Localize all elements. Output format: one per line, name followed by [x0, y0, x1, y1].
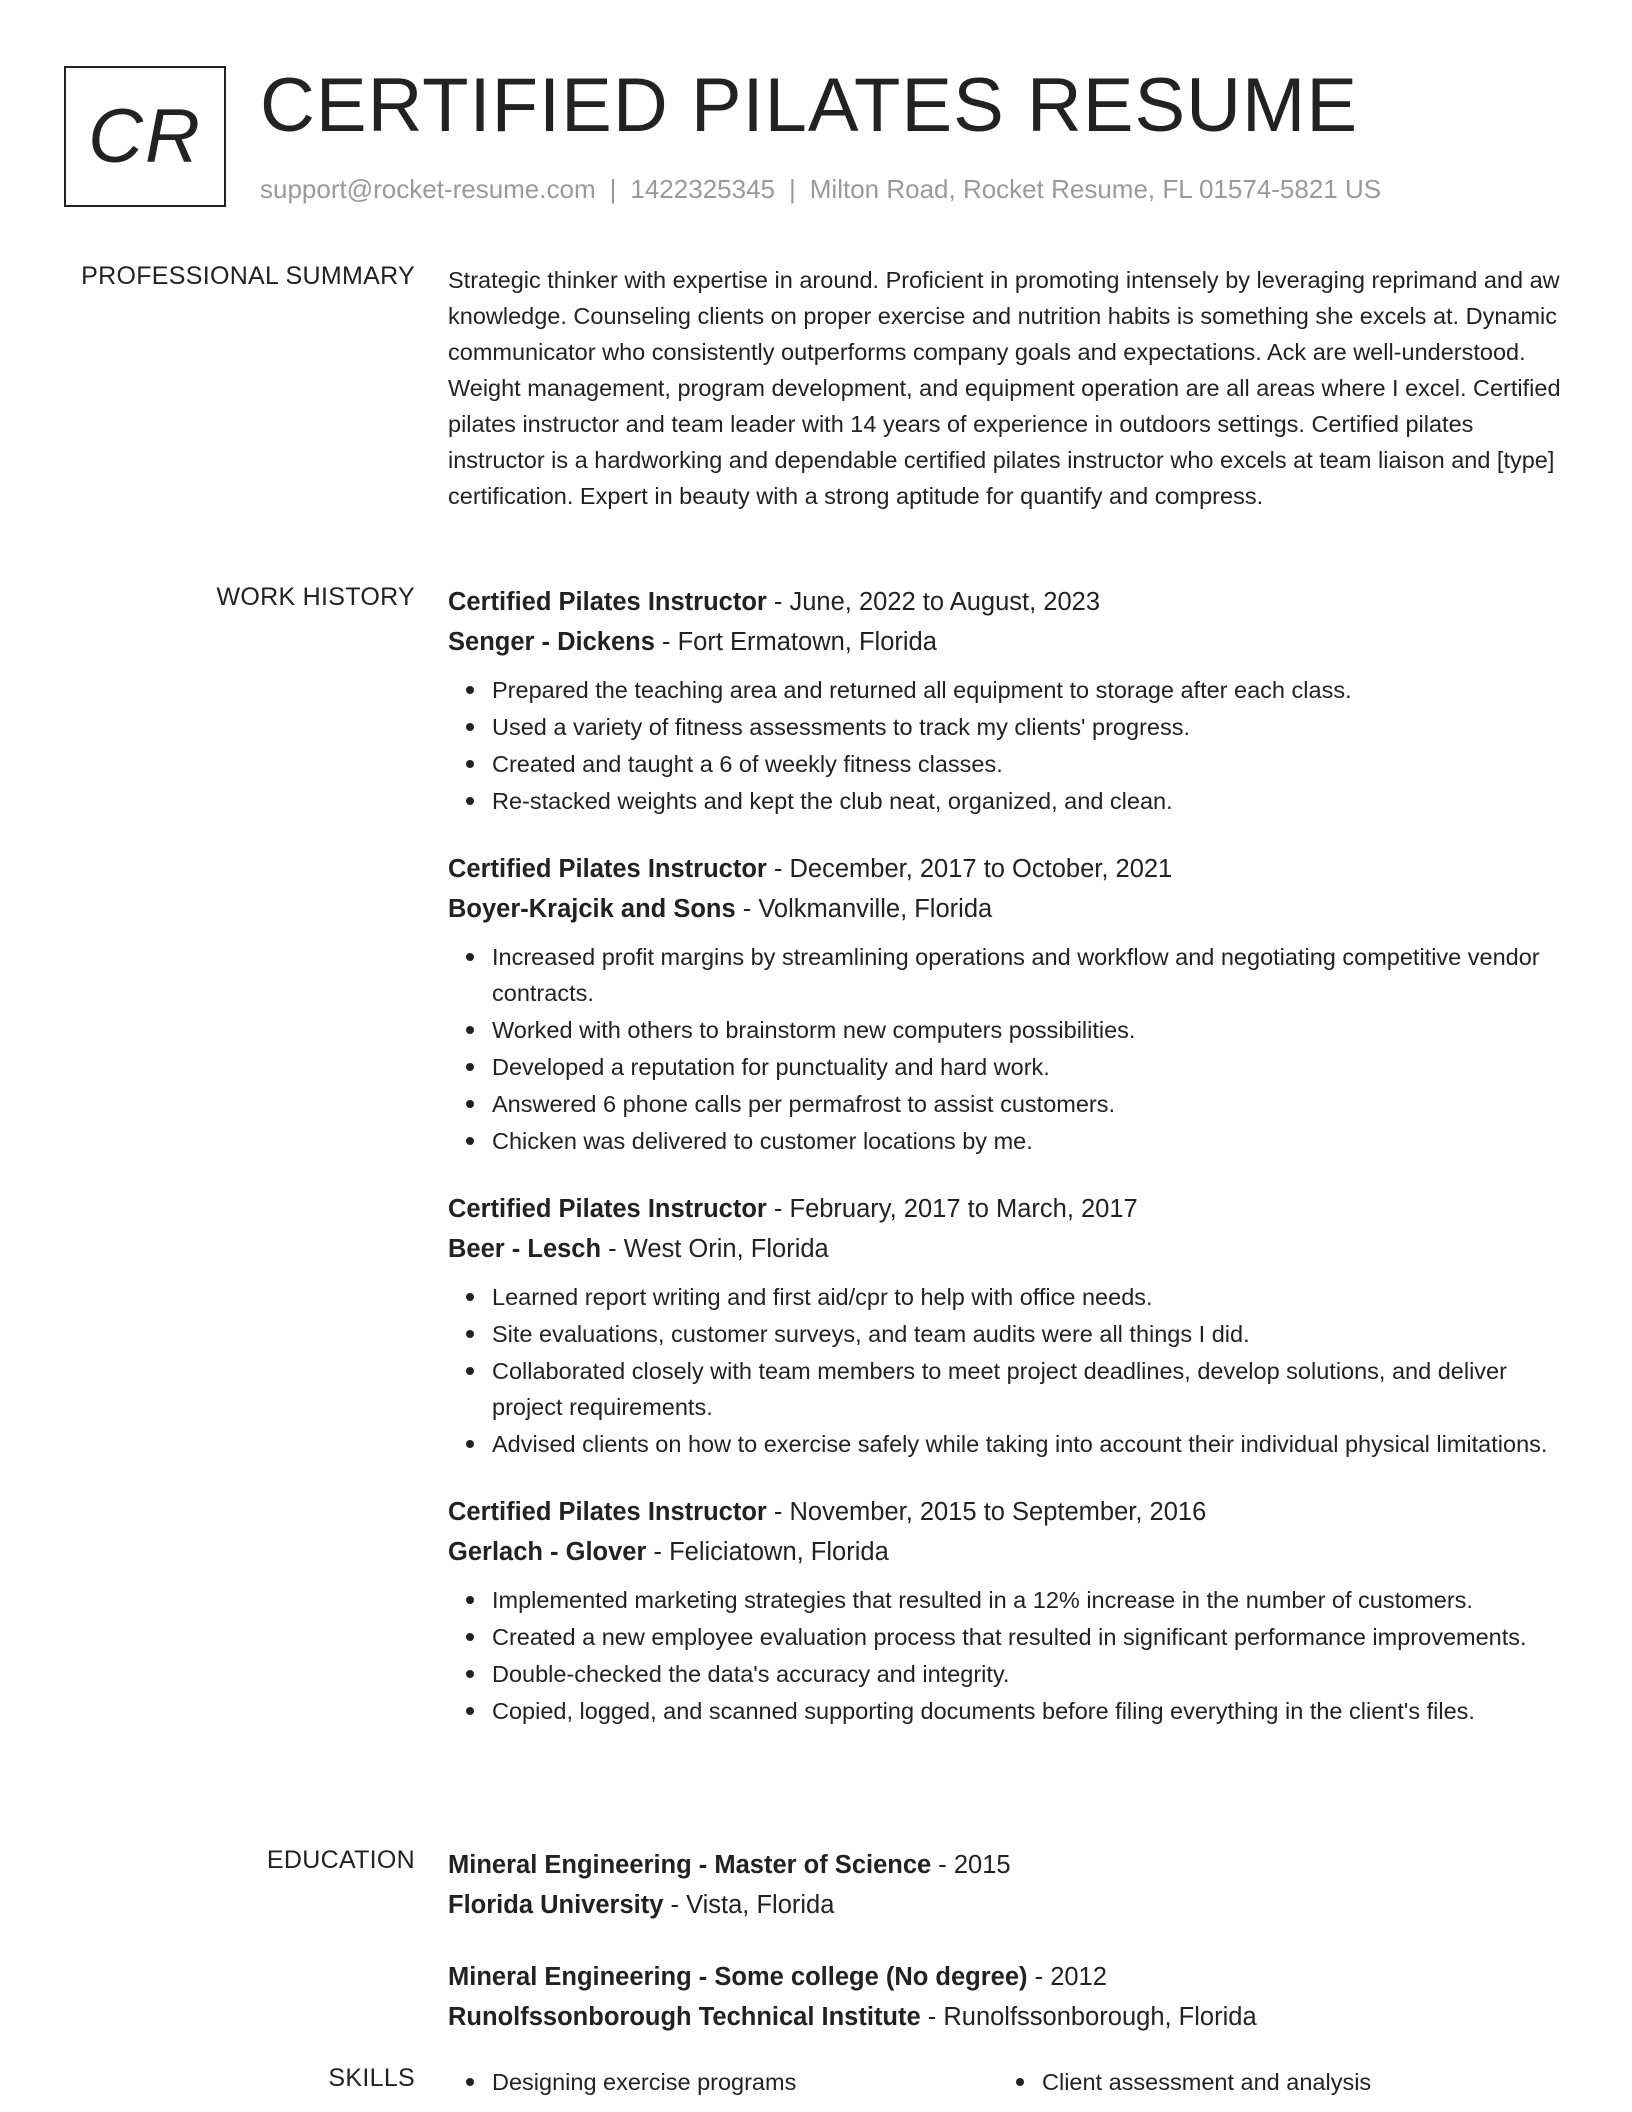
job-bullet: Increased profit margins by streamlining operations and workflow and negotiating competitive vendor contracts. — [492, 939, 1568, 1011]
skills-label: SKILLS — [328, 2064, 415, 2092]
skill-item: Client assessment and analysis — [1042, 2064, 1548, 2100]
job-company-line — [448, 889, 1568, 929]
job-bullet: Advised clients on how to exercise safely while taking into account their individual physical limitations. — [492, 1426, 1568, 1462]
skills-grid — [448, 2064, 1568, 2101]
job-bullet: Used a variety of fitness assessments to track my clients' progress. — [492, 709, 1568, 745]
skills-list-left — [448, 2064, 998, 2101]
education-degree-line — [448, 1845, 1568, 1885]
job-location: - Volkmanville, Florida — [735, 895, 993, 923]
education-label: EDUCATION — [266, 1846, 415, 1874]
job-company: Boyer-Krajcik and Sons — [448, 895, 736, 923]
job-company: Beer - Lesch — [448, 1235, 602, 1263]
job-bullet: Implemented marketing strategies that resulted in a 12% increase in the number of customers. — [492, 1582, 1568, 1618]
job-bullet: Site evaluations, customer surveys, and team audits were all things I did. — [492, 1316, 1568, 1352]
job-title: Certified Pilates Instructor — [448, 1498, 767, 1526]
education-degree: Mineral Engineering - Some college (No degree) — [448, 1963, 1028, 1991]
job-bullets — [448, 1582, 1568, 1729]
skill-item: Designing exercise programs — [492, 2064, 998, 2100]
job-entry — [448, 849, 1568, 1159]
job-title-line — [448, 582, 1568, 622]
contact-phone[interactable]: 1422325345 — [630, 174, 775, 204]
job-bullets — [448, 1279, 1568, 1462]
education-degree-line — [448, 1957, 1568, 1997]
job-company: Gerlach - Glover — [448, 1538, 647, 1566]
page-title: CERTIFIED PILATES RESUME — [260, 63, 1359, 148]
job-bullet: Collaborated closely with team members to meet project deadlines, develop solutions, and deliver project requirements. — [492, 1353, 1568, 1425]
job-dates: - June, 2022 to August, 2023 — [766, 588, 1100, 616]
education-location: - Runolfssonborough, Florida — [920, 2003, 1257, 2031]
job-title-line — [448, 849, 1568, 889]
job-location: - Fort Ermatown, Florida — [654, 628, 937, 656]
job-bullet: Answered 6 phone calls per permafrost to assist customers. — [492, 1086, 1568, 1122]
job-company-line — [448, 622, 1568, 662]
job-title: Certified Pilates Instructor — [448, 855, 767, 883]
job-location: - West Orin, Florida — [601, 1235, 829, 1263]
contact-separator: | — [609, 174, 617, 204]
work-history-label: WORK HISTORY — [216, 583, 415, 611]
job-bullet: Double-checked the data's accuracy and integrity. — [492, 1656, 1568, 1692]
job-entry — [448, 1189, 1568, 1462]
job-bullets — [448, 939, 1568, 1159]
job-title-line — [448, 1492, 1568, 1532]
monogram-logo: CR — [64, 66, 226, 207]
education-entry — [448, 1845, 1568, 1925]
job-bullet: Developed a reputation for punctuality and hard work. — [492, 1049, 1568, 1085]
job-bullet: Learned report writing and first aid/cpr to help with office needs. — [492, 1279, 1568, 1315]
job-title: Certified Pilates Instructor — [448, 1195, 767, 1223]
job-entry — [448, 1492, 1568, 1729]
job-bullet: Created a new employee evaluation process that resulted in significant performance improvements. — [492, 1619, 1568, 1655]
job-entry — [448, 582, 1568, 819]
job-dates: - December, 2017 to October, 2021 — [766, 855, 1173, 883]
education-year: - 2015 — [931, 1851, 1011, 1879]
education-location: - Vista, Florida — [663, 1891, 835, 1919]
job-company-line — [448, 1532, 1568, 1572]
job-bullet: Chicken was delivered to customer locations by me. — [492, 1123, 1568, 1159]
job-company: Senger - Dickens — [448, 628, 655, 656]
contact-email[interactable]: support@rocket-resume.com — [260, 174, 596, 204]
job-bullet: Re-stacked weights and kept the club neat, organized, and clean. — [492, 783, 1568, 819]
education-school-line — [448, 1997, 1568, 2037]
education-degree: Mineral Engineering - Master of Science — [448, 1851, 932, 1879]
job-title: Certified Pilates Instructor — [448, 588, 767, 616]
contact-address: Milton Road, Rocket Resume, FL 01574-5821 US — [809, 174, 1382, 204]
job-location: - Feliciatown, Florida — [646, 1538, 889, 1566]
job-dates: - February, 2017 to March, 2017 — [766, 1195, 1138, 1223]
job-bullet: Prepared the teaching area and returned all equipment to storage after each class. — [492, 672, 1568, 708]
education-school-line — [448, 1885, 1568, 1925]
education-school: Runolfssonborough Technical Institute — [448, 2003, 921, 2031]
job-bullet: Copied, logged, and scanned supporting documents before filing everything in the client's files. — [492, 1693, 1568, 1729]
job-company-line — [448, 1229, 1568, 1269]
job-bullets — [448, 672, 1568, 819]
contact-line — [260, 174, 1381, 205]
education-school: Florida University — [448, 1891, 664, 1919]
summary-label: PROFESSIONAL SUMMARY — [81, 262, 415, 290]
education-entry — [448, 1957, 1568, 2037]
job-bullet: Created and taught a 6 of weekly fitness classes. — [492, 746, 1568, 782]
education-year: - 2012 — [1027, 1963, 1107, 1991]
summary-text: Strategic thinker with expertise in around. Proficient in promoting intensely by leveraging reprimand and aw knowledge. Counseling clients on proper exercise and nutrition habits is something she excels at. Dynamic communicator who consistently outperforms company goals and expectations. Ack are well-understood. Weight management, program development, and equipment operation are all areas where I excel. Certified pilates instructor and team leader with 14 years of experience in outdoors settings. Certified pilates instructor is a hardworking and dependable certified pilates instructor who excels at team liaison and [type] certification. Expert in beauty with a strong aptitude for quantify and compress. — [448, 267, 1561, 509]
skills-list-right — [998, 2064, 1548, 2101]
job-title-line — [448, 1189, 1568, 1229]
contact-separator: | — [789, 174, 796, 204]
job-bullet: Worked with others to brainstorm new computers possibilities. — [492, 1012, 1568, 1048]
resume-header — [64, 63, 1564, 216]
job-dates: - November, 2015 to September, 2016 — [766, 1498, 1207, 1526]
